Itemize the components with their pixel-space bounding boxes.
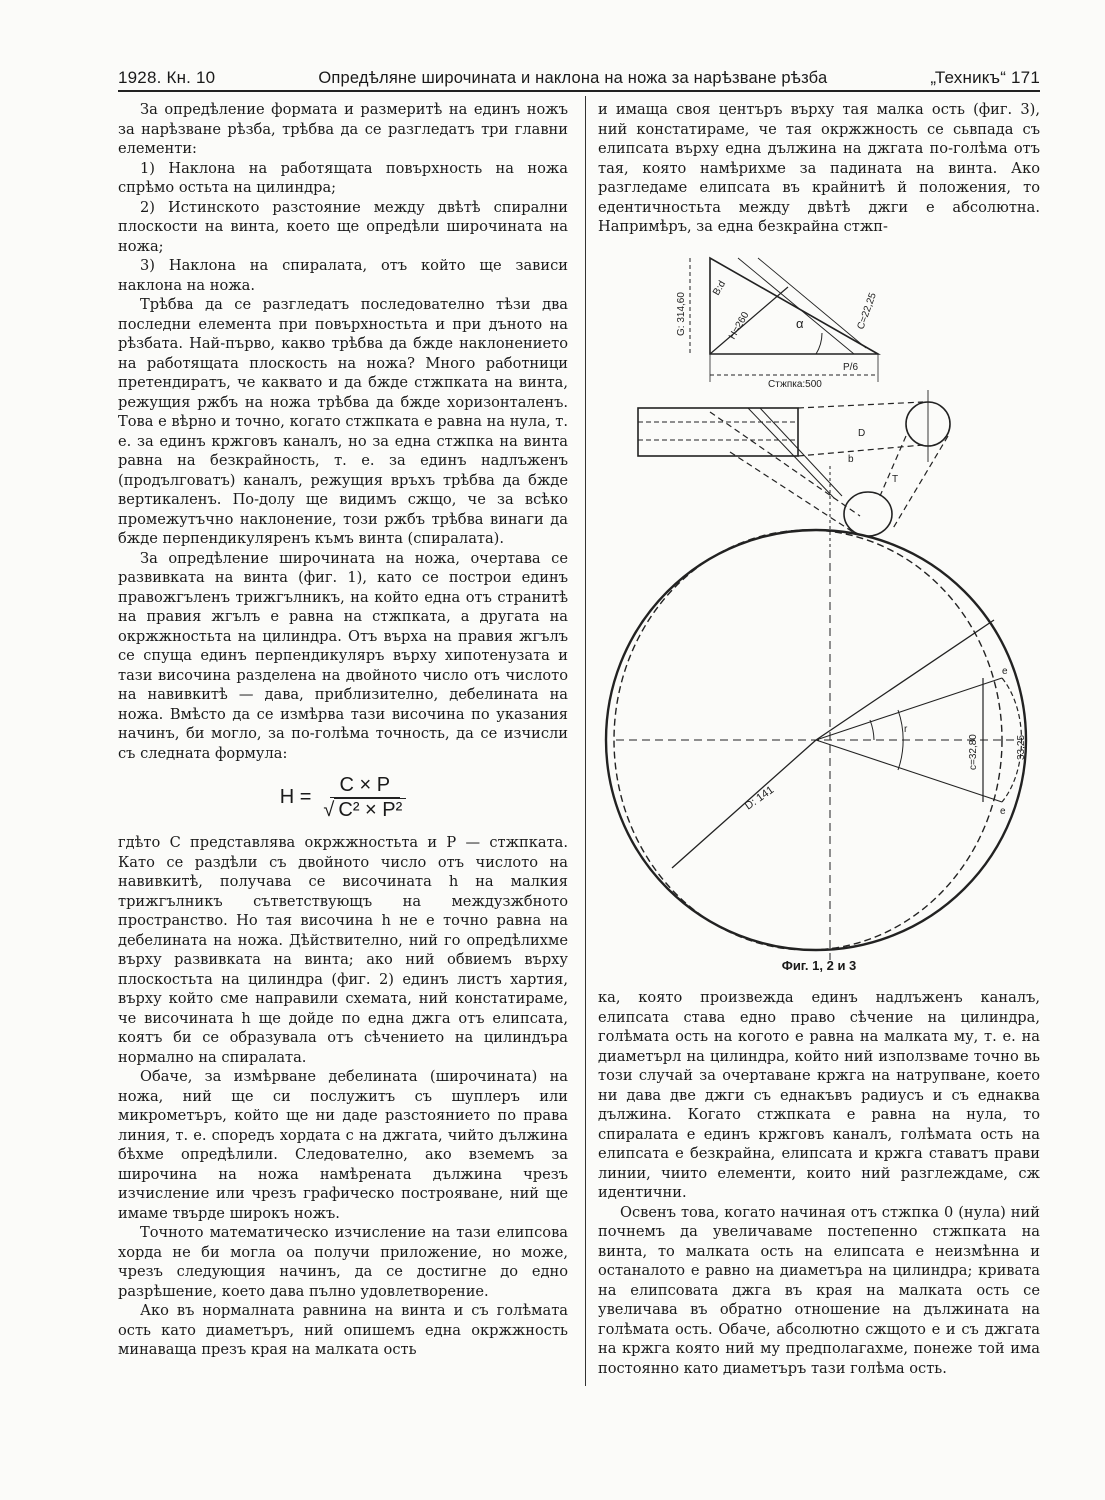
label-step: Стжпка:500	[768, 379, 822, 390]
fig3-ellipse	[606, 530, 1026, 960]
label-r: r	[904, 724, 908, 735]
running-header	[118, 58, 1040, 88]
label-g: G: 314,60	[676, 292, 687, 336]
label-c2: c=32,80	[968, 734, 979, 770]
formula-denominator	[323, 798, 406, 821]
paragraph: Точното математическо изчисление на тази елипсова хорда не би могла оа получи приложение, но може, чрезъ следующия начинъ, да се достигне до едно разрѣшение, което дава пълно удовлетворение.	[118, 1224, 568, 1300]
paragraph: За опредѣление широчината на ножа, очертава се развивката на винта (фиг. 1), като се построи единъ правожгъленъ трижгълникъ, на който една отъ странитѣ на правия жгълъ е равна на стжпката, а другата на окржжностьта на цилиндра. Отъ върха на правия жгълъ се спуща единъ перпендикуляръ върху хипотенузата и тази височина разделена на двойното число отъ числото на навивкитѣ — дава, приблизително, дебелината на ножа. Вмѣсто да се измѣрва тази височина по указания начинъ, би могло, за по-голѣма точность, да се изчисли съ следната формула:	[118, 549, 568, 762]
left-column	[118, 100, 568, 1360]
paragraph: Обаче, за измѣрване дебелината (широчината) на ножа, ний ще си послужитъ съ шуплеръ или микрометъръ, който ще ни даде разстоянието по права линия, т. е. споредъ хордата c на джгата, чийто дължина бѣхме опредѣлили. Следователно, ако вземемъ за широчина на ножа намѣрената дължина чрезъ изчисление или чрезъ графическо построяване, ний ще имаме твърде широкъ ножъ.	[118, 1068, 568, 1222]
paragraph: Трѣбва да се разгледатъ последователно тѣзи два последни елемента при повърхностьта и при дъното на рѣзбата. Най-първо, какво трѣбва да бжде наклонението на работящата плоскость на ножа? Много работници претендиратъ, че каквато и да бжде стжпката на винта, режущия ржбъ на ножа трѣбва да бжде хоризонталенъ. Това е вѣрно и точно, когато стжпката е равна на нула, т. е. за единъ кржговъ каналъ, но за една стжпка на винта равна на безкрайность, т. е. за единъ надлъженъ (продълговатъ) каналъ, режущия връхъ трѣбва да бжде вертикаленъ. По-долу ще видимъ сжщо, че за всѣко промежутъчно наклонение, този ржбъ трѣбва винаги да бжде перпендикуляренъ къмъ винта (спиралата).	[118, 296, 568, 547]
label-c1: C=22,25	[855, 291, 879, 332]
fig2-cylinder	[638, 390, 950, 550]
paragraph: За опредѣление формата и размеритѣ на единъ ножъ за нарѣзване рѣзба, трѣбва да се разгледатъ три главни елементи:	[118, 101, 568, 157]
formula-radicand: C² × P²	[334, 798, 406, 821]
label-e-top: e	[1002, 666, 1008, 677]
header-title: Опредѣляне широчината и наклона на ножа за нарѣзване рѣзба	[318, 69, 828, 87]
header-rule	[118, 90, 1040, 92]
label-e-bottom: e	[1000, 806, 1006, 817]
formula	[118, 763, 568, 833]
technical-drawing	[598, 240, 1040, 980]
paragraph: гдѣто C представлява окржжностьта и P — стжпката. Като се раздѣли съ двойното число отъ числото на навивкитѣ, получава се височината h на малкия трижгълникъ сътветствующъ на междузжбното пространство. Но тая височина h не е точно равна на дебелината на ножа. Дѣйствително, ний го опредѣлихме върху развивката на винта; ако ний обвиемъ върху плоскостьта на цилиндра (фиг. 2) единъ листъ хартия, върху който сме направили схемата, ний констатираме, че височината h ще дойде по една джга отъ елипсата, коятъ би се образувала отъ сѣчението на цилиндъра нормално на спиралата.	[118, 834, 568, 1066]
formula-fraction	[323, 773, 406, 821]
right-column-bottom	[598, 988, 1040, 1378]
label-alpha: α	[796, 316, 804, 331]
label-t: T	[892, 474, 899, 485]
list-item: 1) Наклона на работящата повърхность на ножа спрѣмо остьта на цилиндра;	[118, 159, 568, 196]
figure-caption: Фиг. 1, 2 и 3	[781, 958, 857, 973]
paragraph: и имаща своя центъръ върху тая малка ость (фиг. 3), ний констатираме, че тая окржжность се сьвпада съ елипсата върху една дължина на джгата по-голѣма отъ тая, която намѣрихме за падината на винта. Ако разгледаме елипсата въ крайнитѣ й положения, то едентичностьта между двѣтѣ джги е абсолютна. Напримѣръ, за една безкрайна стжп-	[598, 101, 1040, 235]
label-p: P/6	[843, 362, 859, 373]
list-item: 3) Наклона на спиралата, отъ който ще зависи наклона на ножа.	[118, 257, 568, 294]
paragraph: Освенъ това, когато начиная отъ стжпка 0 (нула) ний почнемъ да увеличаваме постепенно стжпката на винта, то малката ость на елипсата е неизмѣнна и останалото е равно на диаметъра на цилиндра; кривата на елипсовата джга въ края на малката ость се увеличава въ обратно отношение на дължината на голѣмата ость. Обаче, абсолютно сжщото е и съ джгата на кржга която ний му предполагахме, понеже той има постоянно като диаметъръ тази голѣма ость.	[598, 1203, 1040, 1377]
figure-1-2-3	[598, 240, 1040, 980]
column-divider	[585, 96, 586, 1386]
label-d-big: D: 141	[742, 784, 777, 813]
paragraph: ка, която произвежда единъ надлъженъ каналъ, елипсата става едно право сѣчение на цилиндра, голѣмата ость на когото е равна на малката му, т. е. на диаметърл на цилиндра, който ний използваме точно вь този случай за очертаване кржга на натрупване, което ни дава две джги съ еднакъвъ радиусъ и съ еднаква дължина. Когато стжпката е равна на нула, то спиралата е единъ кржговъ каналъ, голѣмата ость на елипсата е безкрайна, елипсата и кржга ставатъ прави линии, чиито елементи, които ний разглеждаме, сж идентични.	[598, 989, 1040, 1201]
radical-sign: √	[323, 799, 335, 821]
label-bd: B:d	[711, 278, 729, 298]
right-column-top	[598, 100, 1040, 237]
list-item: 2) Истинското разстояние между двѣтѣ спирални плоскости на винта, което ще опредѣли широчината на ножа;	[118, 198, 568, 255]
header-journal-page: „Техникъ“ 171	[930, 68, 1040, 87]
header-issue: 1928. Кн. 10	[118, 68, 216, 87]
label-d-small: D	[858, 428, 866, 439]
label-c3: 33,25	[1016, 734, 1027, 760]
label-b: b	[848, 454, 854, 465]
formula-numerator: C × P	[330, 776, 401, 799]
paragraph: Ако въ нормалната равнина на винта и съ голѣмата ость като диаметъръ, ний опишемъ една окржжность минаваща презъ края на малката ость	[118, 1302, 568, 1358]
label-h: H=260	[727, 310, 752, 342]
formula-lhs: H =	[279, 786, 312, 809]
